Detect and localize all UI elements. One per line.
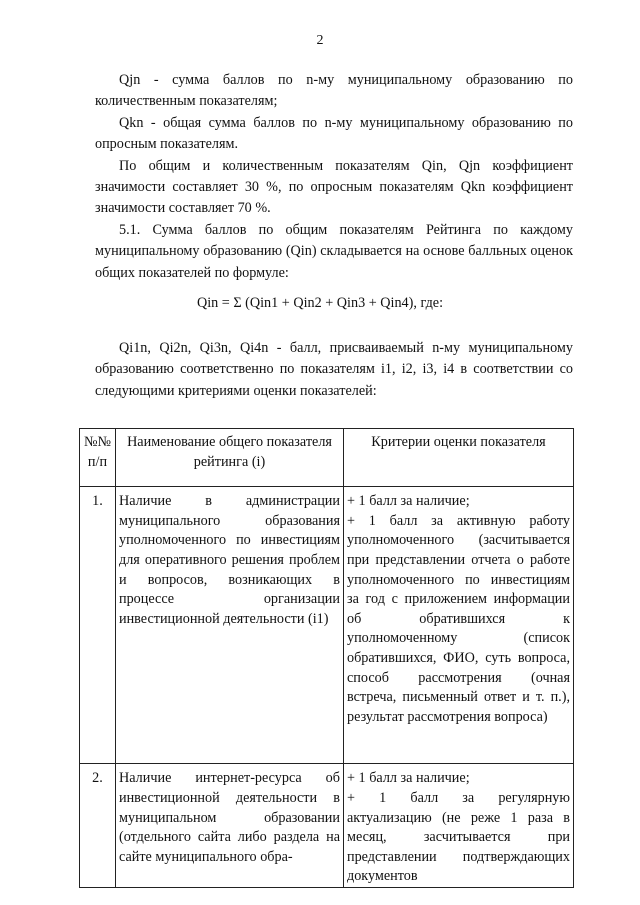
page-number: 2 xyxy=(316,33,324,48)
paragraph: По общим и количественным показателям Qin, Qjn коэффициент значимости составляет 30 %, по опросным показателям Qkn коэффициент значимости составляет 70 %. xyxy=(95,157,573,217)
paragraph: Qkn - общая сумма баллов по n-му муниципальному образованию по опросным показателям. xyxy=(95,114,573,153)
formula: Qin = Σ (Qin1 + Qin2 + Qin3 + Qin4), где: xyxy=(196,295,444,311)
paragraph-after-formula: Qi1n, Qi2n, Qi3n, Qi4n - балл, присваиваемый n-му муниципальному образованию соответственно по показателям i1, i2, i3, i4 в соответствии со следующими критериями оценки показателей: xyxy=(95,340,573,399)
table-row xyxy=(80,487,574,764)
indicator-name: Наличие в администрации муниципального образования уполномоченного по инвестициям для оперативного решения проблем и вопросов, возникающих в процессе организации инвестиционной деятельности (i1) xyxy=(116,487,344,764)
body-text xyxy=(95,70,573,284)
criteria-table xyxy=(79,428,574,888)
header-name: Наименование общего показателя рейтинга (i) xyxy=(116,429,344,487)
criteria-line: + 1 балл за активную работу уполномоченного (засчитывается при представлении отчета о работе уполномоченного по инвестициям за год с приложением информации об обратившихся к уполномоченному (список обратившихся, ФИО, суть вопроса, способ рассмотрения (очная встреча, письменный ответ и т. п.), результат рассмотрения вопроса) xyxy=(347,512,570,725)
row-number: 2. xyxy=(80,764,116,888)
paragraph: Qjn - сумма баллов по n-му муниципальному образованию по количественным показателям; xyxy=(95,72,573,110)
indicator-criteria xyxy=(344,764,574,888)
criteria-line: + 1 балл за наличие; xyxy=(347,770,470,787)
table-header-row xyxy=(80,429,574,487)
indicator-name: Наличие интернет-ресурса об инвестиционной деятельности в муниципальном образовании (отдельного сайта либо раздела на сайте муниципального обра- xyxy=(116,764,344,888)
header-number: №№ п/п xyxy=(80,429,116,487)
paragraph: 5.1. Сумма баллов по общим показателям Рейтинга по каждому муниципальному образованию (Qin) складывается на основе балльных оценок общих показателей по формуле: xyxy=(95,221,573,281)
table-row xyxy=(80,764,574,888)
row-number: 1. xyxy=(80,487,116,764)
criteria-line: + 1 балл за наличие; xyxy=(347,493,470,510)
indicator-criteria xyxy=(344,487,574,764)
criteria-line: + 1 балл за регулярную актуализацию (не реже 1 раза в месяц, засчитывается при представлении подтверждающих документов xyxy=(347,789,570,885)
header-criteria: Критерии оценки показателя xyxy=(344,429,574,487)
